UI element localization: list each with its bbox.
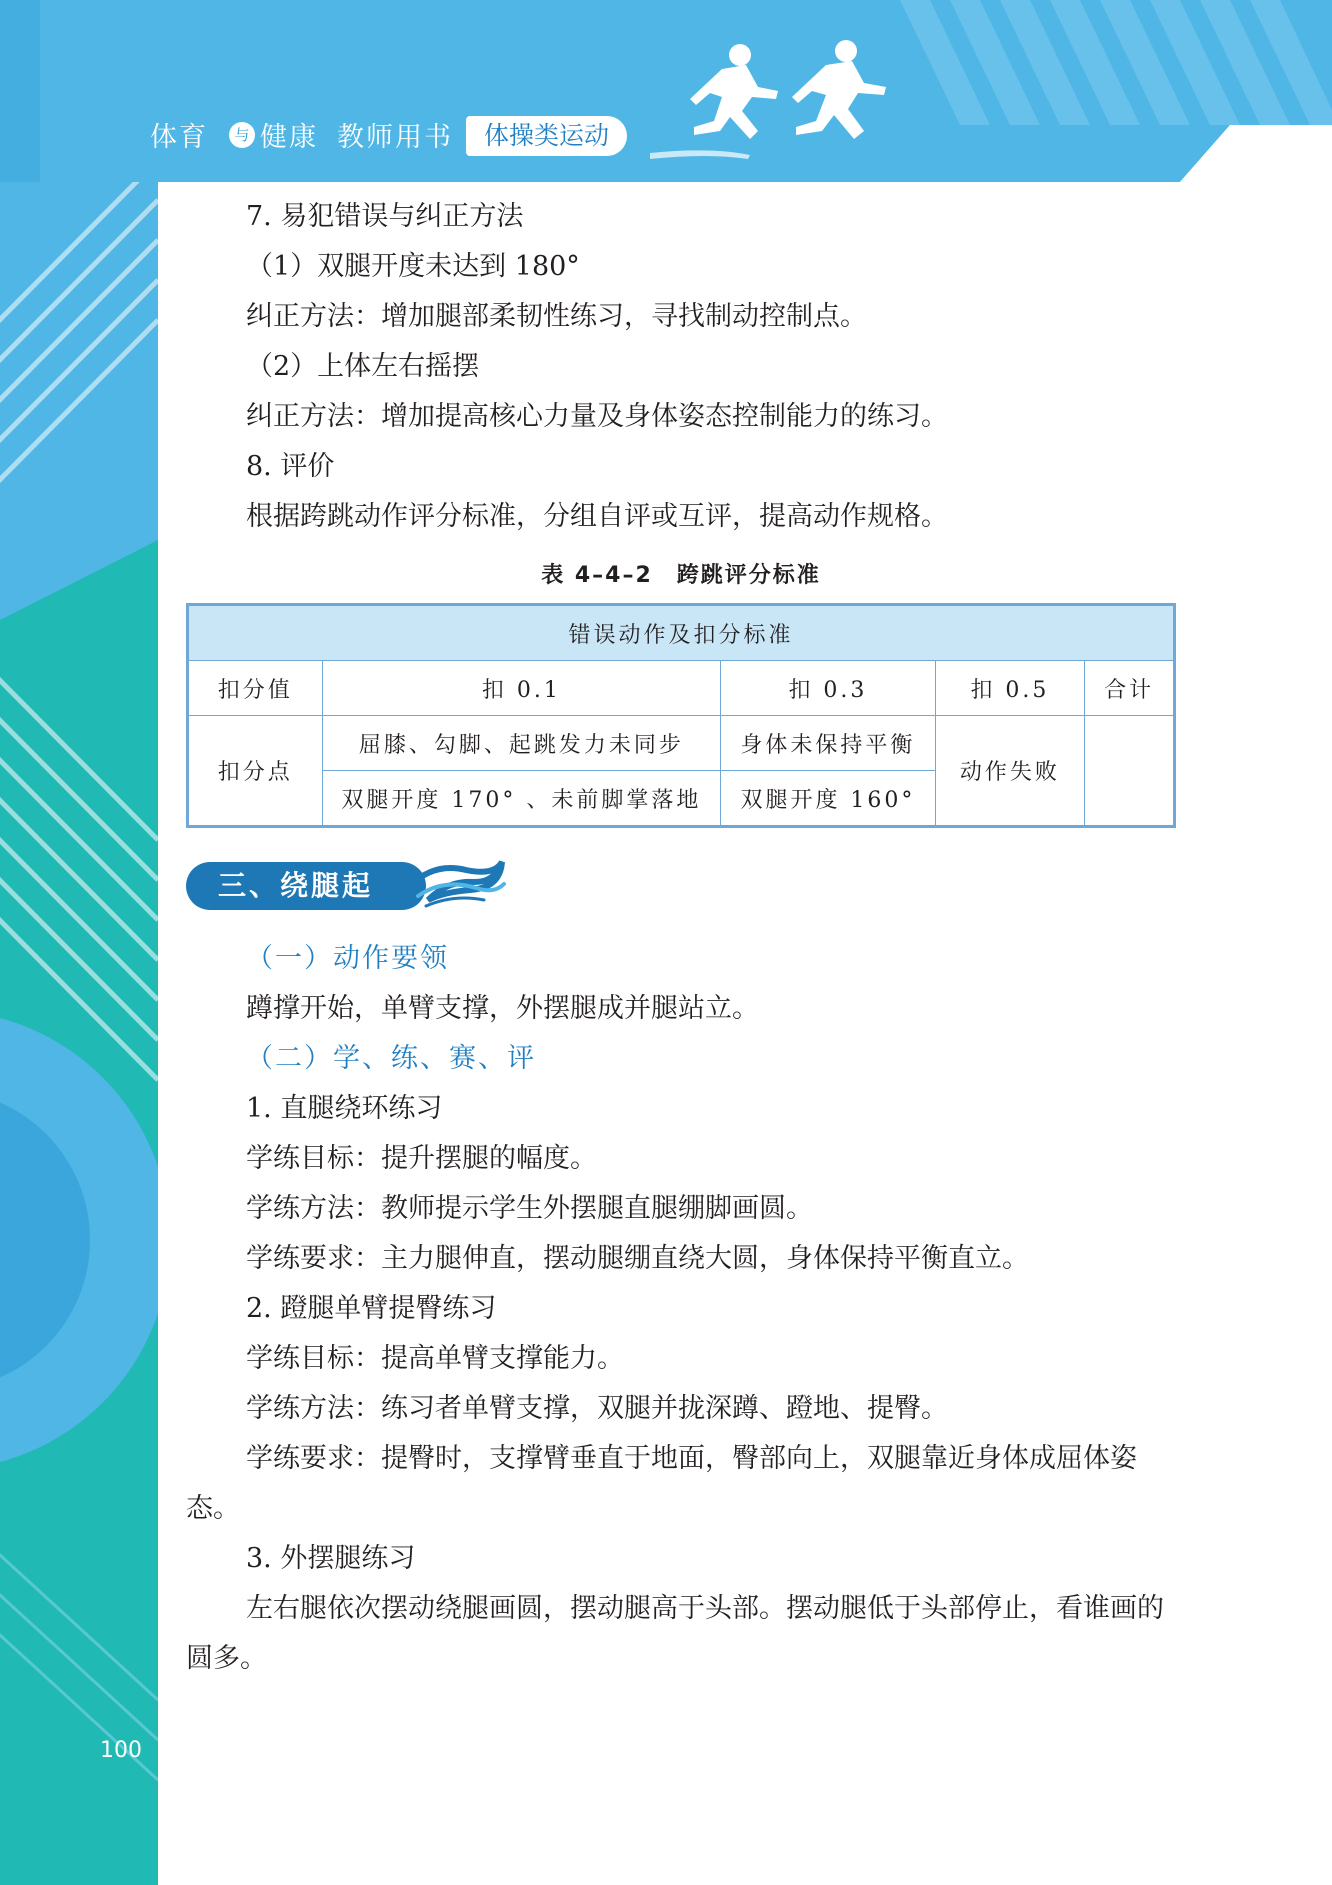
- body-line: 蹲撑开始，单臂支撑，外摆腿成并腿站立。: [246, 993, 759, 1024]
- body-line: 纠正方法：增加提高核心力量及身体姿态控制能力的练习。: [246, 401, 948, 432]
- body-line: 7. 易犯错误与纠正方法: [246, 201, 524, 232]
- table-row: [188, 661, 1175, 716]
- page-number: 100: [100, 1738, 142, 1763]
- section-title: 三、绕腿起: [186, 862, 426, 910]
- table-cell: 合计: [1085, 661, 1175, 716]
- header-subtitle: 教师用书: [337, 122, 453, 153]
- table-cell: 身体未保持平衡: [721, 716, 935, 771]
- body-line: 8. 评价: [246, 451, 335, 482]
- scoring-table: [186, 603, 1176, 828]
- chapter-tab: 体操类运动: [466, 116, 627, 156]
- subsection-heading: （二）学、练、赛、评: [246, 1043, 536, 1074]
- body-line: 1. 直腿绕环练习: [246, 1093, 443, 1124]
- header-title-part-1: 体育: [150, 122, 208, 153]
- body-line: 2. 蹬腿单臂提臀练习: [246, 1293, 497, 1324]
- body-line: 根据跨跳动作评分标准，分组自评或互评，提高动作规格。: [246, 501, 948, 532]
- table-cell: 扣分值: [188, 661, 323, 716]
- body-line: 学练方法：教师提示学生外摆腿直腿绷脚画圆。: [246, 1193, 813, 1224]
- body-paragraph: 学练要求：提臀时，支撑臂垂直于地面，臀部向上，双腿靠近身体成屈体姿态。: [186, 1443, 1137, 1524]
- body-line: 纠正方法：增加腿部柔韧性练习，寻找制动控制点。: [246, 301, 867, 332]
- body-line: 学练方法：练习者单臂支撑，双腿并拢深蹲、蹬地、提臀。: [246, 1393, 948, 1424]
- body-line: 学练目标：提升摆腿的幅度。: [246, 1143, 597, 1174]
- table-row: [188, 716, 1175, 771]
- table-header-cell: 错误动作及扣分标准: [188, 605, 1175, 661]
- table-cell: 动作失败: [935, 716, 1085, 827]
- header-title-part-2: 健康: [260, 122, 318, 153]
- wave-swirl-icon: [404, 856, 508, 914]
- body-line: 3. 外摆腿练习: [246, 1543, 416, 1574]
- table-cell: 扣 0.5: [935, 661, 1085, 716]
- header-title-badge: 与: [229, 122, 255, 148]
- table-cell: 扣 0.1: [322, 661, 721, 716]
- table-row: [188, 605, 1175, 661]
- body-paragraph: 左右腿依次摆动绕腿画圆，摆动腿高于头部。摆动腿低于头部停止，看谁画的圆多。: [186, 1593, 1164, 1674]
- subsection-heading: （一）动作要领: [246, 943, 449, 974]
- table-cell: [1085, 716, 1175, 827]
- table-cell: 双腿开度 170° 、未前脚掌落地: [322, 771, 721, 827]
- table-cell: 双腿开度 160°: [721, 771, 935, 827]
- section-heading: [186, 862, 1176, 934]
- page-content: [186, 192, 1176, 1684]
- body-line: 学练目标：提高单臂支撑能力。: [246, 1343, 624, 1374]
- body-line: （2）上体左右摇摆: [246, 351, 480, 382]
- table-cell: 扣分点: [188, 716, 323, 827]
- body-line: 学练要求：主力腿伸直，摆动腿绷直绕大圆，身体保持平衡直立。: [246, 1243, 1029, 1274]
- table-cell: 扣 0.3: [721, 661, 935, 716]
- table-cell: 屈膝、勾脚、起跳发力未同步: [322, 716, 721, 771]
- table-caption: 表 4–4–2 跨跳评分标准: [541, 563, 821, 588]
- body-line: （1）双腿开度未达到 180°: [246, 251, 580, 282]
- running-figures-icon: [650, 35, 890, 160]
